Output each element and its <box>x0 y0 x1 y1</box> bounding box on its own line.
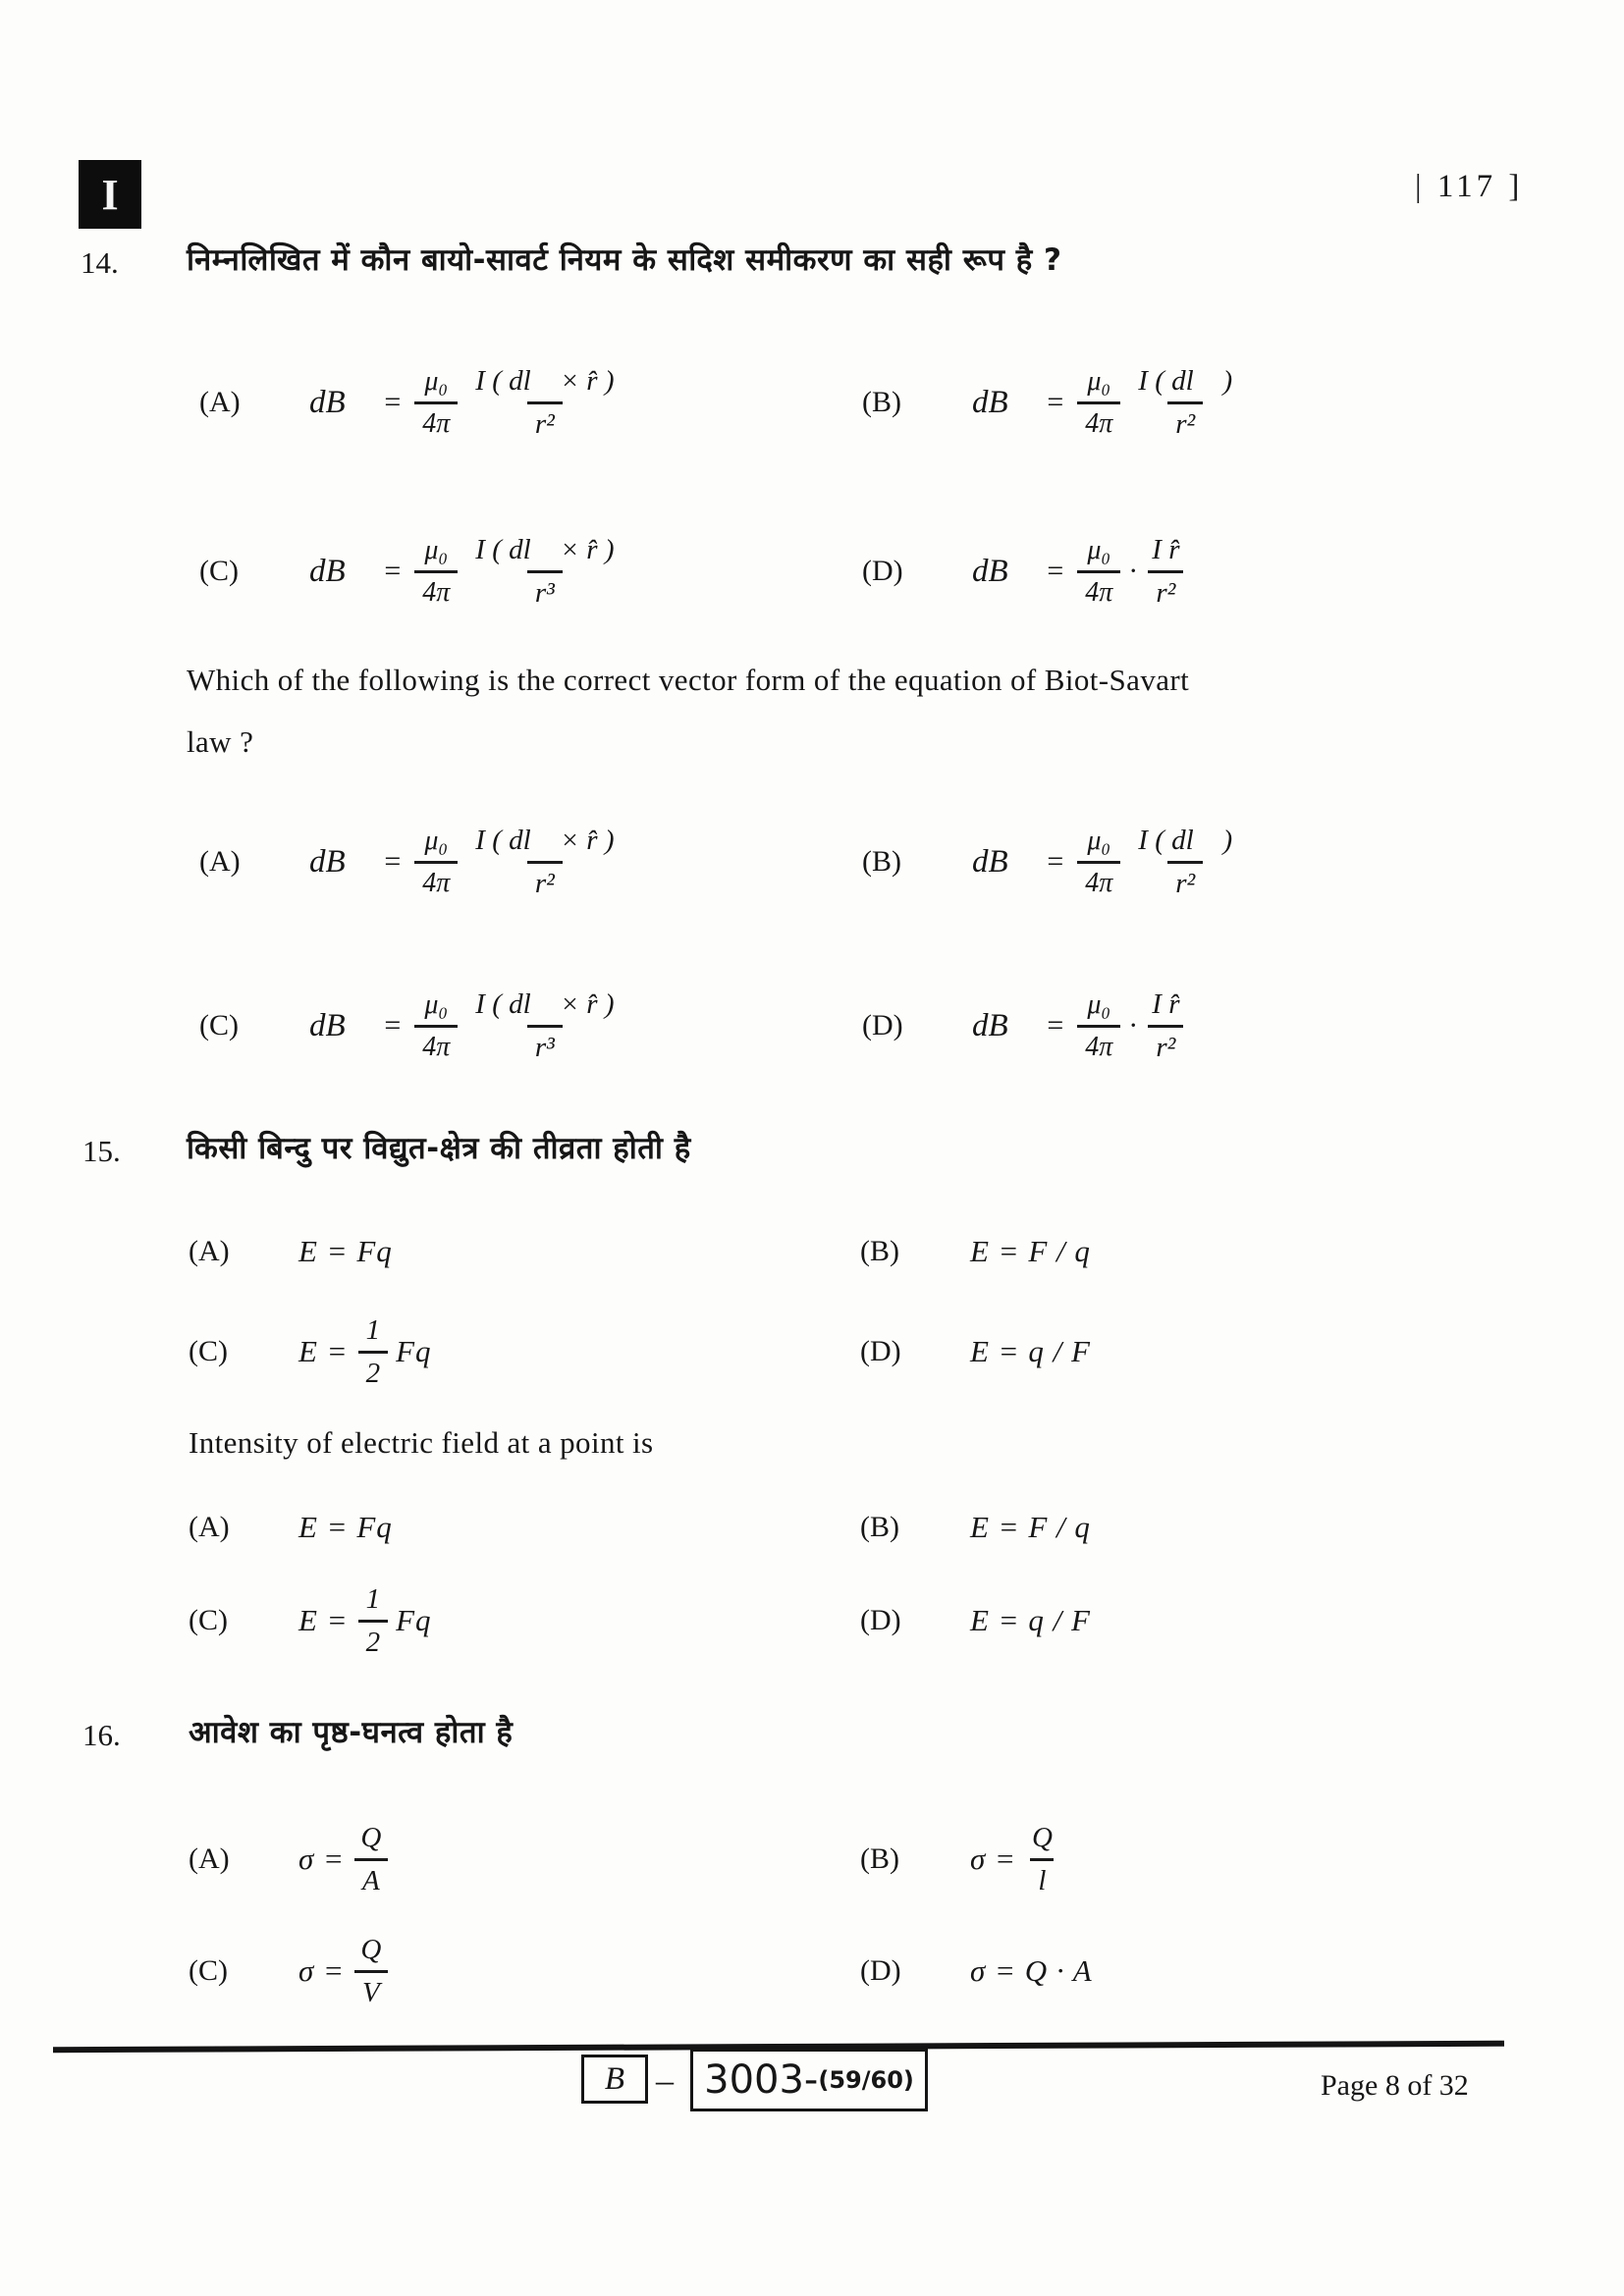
main-fraction: $\frac{I ( dl⃗ \times r̂ )}{\text{r³}}$ <box>475 988 615 1063</box>
q15-question-hindi: किसी बिन्दु पर विद्युत-क्षेत्र की तीव्रता होती है <box>187 1131 691 1166</box>
formula: E = Fq <box>298 1510 393 1544</box>
q14-question-english-line2: law ? <box>187 724 254 759</box>
main-fraction: $\frac{I ( dl⃗ \times r̂ )}{\text{r³}}$ <box>475 533 615 609</box>
q14-question-english-line1: Which of the following is the correct vector form of the equation of Biot-Savart <box>187 663 1190 697</box>
coefficient-fraction: $\frac{\text{μ₀}}{4\pi}$ <box>414 825 458 899</box>
booklet-code-sub: (59/60) <box>818 2066 914 2094</box>
main-fraction: $\frac{\text{I r̂}}{\text{r²}}$ <box>1146 533 1185 611</box>
equals-sign: = <box>1047 845 1064 878</box>
q15-hi-option-b <box>860 1230 1091 1273</box>
formula <box>972 364 1238 442</box>
fraction: $\frac{Q}{V}$ <box>354 1933 388 2010</box>
option-label: (A) <box>189 1842 230 1875</box>
coefficient-fraction: $\frac{\text{μ₀}}{4\pi}$ <box>414 534 458 609</box>
option-label: (B) <box>860 1235 899 1267</box>
main-fraction: $\frac{I ( dl⃗ \times r̂ )}{\text{r²}}$ <box>475 824 615 899</box>
formula-prefix: E = <box>298 1334 349 1368</box>
formula-lhs: dB⃗ <box>972 384 1034 420</box>
coefficient-fraction: $\frac{\text{μ₀}}{4\pi}$ <box>414 988 458 1063</box>
booklet-set-code: B <box>604 2060 625 2097</box>
section-marker-box <box>79 160 141 229</box>
q16-option-d <box>860 1926 1093 2016</box>
formula <box>298 1821 388 1898</box>
main-fraction: $\frac{I ( dl⃗ )}{\text{r²}}$ <box>1138 824 1233 899</box>
q15-en-option-d <box>860 1576 1091 1665</box>
formula <box>298 1582 432 1660</box>
formula: E = F / q <box>970 1510 1091 1544</box>
equals-sign: = <box>384 1009 402 1041</box>
formula-prefix: σ = <box>970 1842 1016 1876</box>
fraction: $\frac{1}{2}$ <box>358 1582 389 1660</box>
formula <box>309 364 620 442</box>
fraction: $\frac{Q}{A}$ <box>354 1821 388 1898</box>
option-label: (D) <box>860 1604 901 1636</box>
formula-prefix: σ = <box>298 1842 345 1876</box>
formula: E = q / F <box>970 1603 1091 1637</box>
formula-prefix: E = <box>298 1603 349 1637</box>
formula <box>298 1313 432 1391</box>
q15-en-option-c <box>189 1576 432 1665</box>
option-label: (C) <box>199 1009 239 1041</box>
dot-separator: · <box>1128 1009 1139 1041</box>
q14-hi-option-b <box>862 348 1238 456</box>
formula <box>972 988 1185 1065</box>
formula-prefix: σ = <box>298 1953 345 1988</box>
formula-lhs: dB⃗ <box>309 843 371 880</box>
q16-option-a <box>189 1814 388 1904</box>
q14-hi-option-a <box>199 348 620 456</box>
booklet-code-box <box>690 2049 928 2111</box>
q14-hi-option-d <box>862 517 1185 625</box>
option-label: (B) <box>862 386 901 418</box>
option-label: (D) <box>862 1009 903 1041</box>
q14-en-option-d <box>862 972 1185 1080</box>
option-label: (C) <box>199 555 239 587</box>
option-label: (C) <box>189 1954 228 1987</box>
option-label: (A) <box>199 845 241 878</box>
q14-number: 14. <box>81 245 119 280</box>
q16-question-hindi: आवेश का पृष्ठ-घनत्व होता है <box>189 1715 514 1750</box>
equals-sign: = <box>1047 1009 1064 1041</box>
equals-sign: = <box>384 386 402 418</box>
coefficient-fraction: $\frac{\text{μ₀}}{4\pi}$ <box>1077 534 1120 609</box>
formula-suffix: Fq <box>396 1603 432 1637</box>
booklet-code-main: 3003- <box>704 2057 819 2103</box>
option-label: (B) <box>862 845 901 878</box>
fraction: $\frac{1}{2}$ <box>358 1313 389 1391</box>
option-label: (C) <box>189 1335 228 1367</box>
option-label: (A) <box>199 386 241 418</box>
q15-question-english: Intensity of electric field at a point is <box>189 1425 654 1460</box>
option-label: (C) <box>189 1604 228 1636</box>
option-label: (A) <box>189 1511 230 1543</box>
formula-lhs: dB⃗ <box>972 1007 1034 1043</box>
equals-sign: = <box>384 845 402 878</box>
q15-hi-option-a <box>189 1230 393 1273</box>
formula-lhs: dB⃗ <box>309 553 371 589</box>
q16-option-b <box>860 1814 1058 1904</box>
q14-en-option-b <box>862 808 1238 916</box>
question-paper-code: | 117 ] <box>1415 169 1524 204</box>
formula-lhs: dB⃗ <box>972 843 1034 880</box>
formula <box>972 824 1238 901</box>
formula <box>970 1821 1058 1898</box>
coefficient-fraction: $\frac{\text{μ₀}}{4\pi}$ <box>1077 988 1120 1063</box>
formula: E = q / F <box>970 1334 1091 1368</box>
q15-hi-option-d <box>860 1308 1091 1396</box>
coefficient-fraction: $\frac{\text{μ₀}}{4\pi}$ <box>414 365 458 440</box>
formula <box>309 824 620 901</box>
dot-separator: · <box>1128 555 1139 587</box>
booklet-set-box <box>581 2055 648 2104</box>
q15-en-option-a <box>189 1506 393 1549</box>
formula: E = F / q <box>970 1234 1091 1268</box>
option-label: (A) <box>189 1235 230 1267</box>
formula <box>309 988 620 1065</box>
formula <box>972 533 1185 611</box>
option-label: (D) <box>860 1954 901 1987</box>
coefficient-fraction: $\frac{\text{μ₀}}{4\pi}$ <box>1077 365 1120 440</box>
equals-sign: = <box>1047 555 1064 587</box>
q14-en-option-c <box>199 972 620 1080</box>
q16-number: 16. <box>82 1718 121 1752</box>
q14-hi-option-c <box>199 517 620 625</box>
formula-lhs: dB⃗ <box>309 1007 371 1043</box>
formula <box>298 1933 388 2010</box>
formula: σ = Q · A <box>970 1953 1093 1988</box>
page-number-label: Page 8 of 32 <box>1321 2069 1469 2102</box>
formula <box>309 533 620 611</box>
main-fraction: $\frac{\text{I r̂}}{\text{r²}}$ <box>1146 988 1185 1065</box>
footer-separator: – <box>656 2060 674 2100</box>
main-fraction: $\frac{I ( dl⃗ )}{\text{r²}}$ <box>1138 364 1233 440</box>
formula-lhs: dB⃗ <box>972 553 1034 589</box>
equals-sign: = <box>1047 386 1064 418</box>
q14-en-option-a <box>199 808 620 916</box>
section-marker-letter: I <box>101 170 119 219</box>
fraction: $\frac{Q}{l}$ <box>1031 1821 1053 1896</box>
q16-option-c <box>189 1926 388 2016</box>
option-label: (B) <box>860 1842 899 1875</box>
main-fraction: $\frac{I ( dl⃗ \times r̂ )}{\text{r²}}$ <box>475 364 615 440</box>
formula-suffix: Fq <box>396 1334 432 1368</box>
equals-sign: = <box>384 555 402 587</box>
q14-question-hindi: निम्नलिखित में कौन बायो-सावर्ट नियम के सदिश समीकरण का सही रूप है ? <box>187 242 1062 278</box>
formula: E = Fq <box>298 1234 393 1268</box>
option-label: (D) <box>860 1335 901 1367</box>
q15-en-option-b <box>860 1506 1091 1549</box>
formula-lhs: dB⃗ <box>309 384 371 420</box>
q15-number: 15. <box>82 1134 121 1168</box>
q15-hi-option-c <box>189 1308 432 1396</box>
coefficient-fraction: $\frac{\text{μ₀}}{4\pi}$ <box>1077 825 1120 899</box>
option-label: (D) <box>862 555 903 587</box>
option-label: (B) <box>860 1511 899 1543</box>
